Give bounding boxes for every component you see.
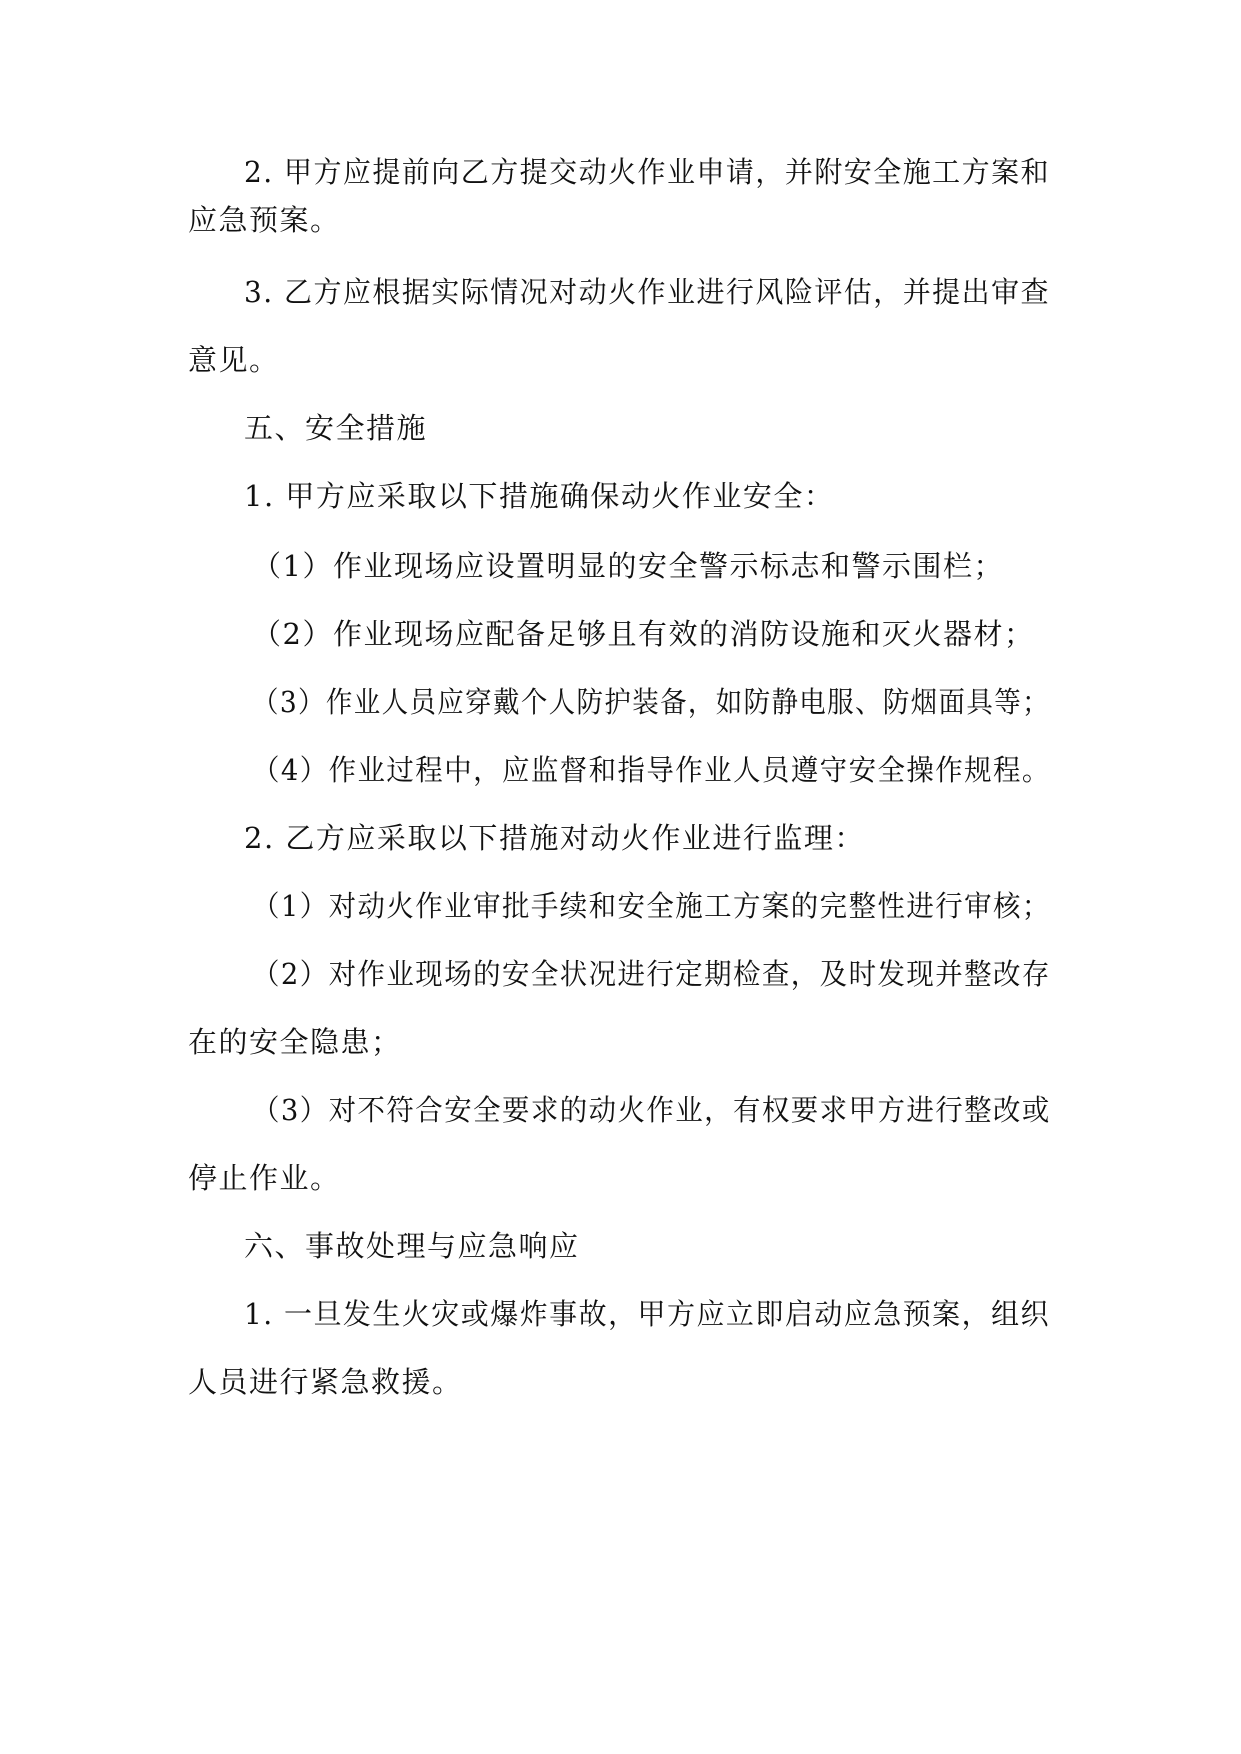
clause-5-1-item-2: （2）作业现场应配备足够且有效的消防设施和灭火器材； [252, 617, 1035, 651]
clause-5-1-item-1: （1）作业现场应设置明显的安全警示标志和警示围栏； [252, 549, 1004, 583]
clause-4-2-line-2: 应急预案。 [188, 203, 341, 237]
clause-5-2-item-2-line-1: （2）对作业现场的安全状况进行定期检查，及时发现并整改存 [252, 957, 1051, 991]
clause-4-3-line-1: 3. 乙方应根据实际情况对动火作业进行风险评估，并提出审查 [244, 275, 1051, 309]
clause-5-1-item-3: （3）作业人员应穿戴个人防护装备，如防静电服、防烟面具等； [252, 685, 1050, 719]
clause-4-2-line-1: 2. 甲方应提前向乙方提交动火作业申请，并附安全施工方案和 [244, 155, 1051, 189]
clause-5-1: 1. 甲方应采取以下措施确保动火作业安全： [244, 479, 835, 513]
clause-5-2-item-3-line-1: （3）对不符合安全要求的动火作业，有权要求甲方进行整改或 [252, 1093, 1051, 1127]
section-5-heading: 五、安全措施 [244, 411, 428, 445]
clause-5-2: 2. 乙方应采取以下措施对动火作业进行监理： [244, 821, 865, 855]
clause-6-1-line-2: 人员进行紧急救援。 [188, 1365, 463, 1399]
section-6-heading: 六、事故处理与应急响应 [244, 1229, 580, 1263]
clause-4-3-line-2: 意见。 [188, 343, 280, 377]
clause-5-2-item-2-line-2: 在的安全隐患； [188, 1025, 402, 1059]
clause-5-1-item-4: （4）作业过程中，应监督和指导作业人员遵守安全操作规程。 [252, 753, 1051, 787]
clause-5-2-item-3-line-2: 停止作业。 [188, 1161, 341, 1195]
clause-5-2-item-1: （1）对动火作业审批手续和安全施工方案的完整性进行审核； [252, 889, 1051, 923]
clause-6-1-line-1: 1. 一旦发生火灾或爆炸事故，甲方应立即启动应急预案，组织 [244, 1297, 1051, 1331]
